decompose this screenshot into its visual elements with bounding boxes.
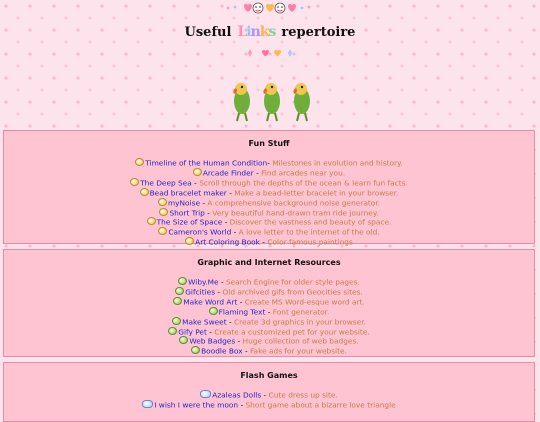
list-item: Short Trip - Very beautiful hand-drawn tram ride journey. [4, 208, 534, 218]
list-item: Art Coloring Book - Color famous paintings [4, 237, 534, 247]
list-item: myNoise - A comprehensive background noise generator. [4, 198, 534, 208]
link-description: Very beautiful hand-drawn tram ride journey. [209, 208, 379, 218]
link-description: Font generator. [270, 307, 330, 317]
link-gify-pet[interactable]: Gify Pet [178, 327, 207, 337]
bullet-icon [158, 227, 167, 235]
section-title: Fun Stuff [248, 139, 290, 148]
link-description: Find arcades near you. [258, 168, 346, 178]
list-item: Wiby.Me - Search Engine for older style pages. [4, 277, 534, 287]
section-flash-games [3, 362, 535, 422]
link-arcade-finder[interactable]: Arcade Finder [202, 168, 254, 178]
link-list [4, 277, 534, 356]
bullet-icon [135, 158, 144, 166]
section-title: Graphic and Internet Resources [197, 258, 341, 267]
bullet-icon [140, 188, 149, 196]
title-word-repertoire: repertoire [281, 25, 356, 40]
bullet-icon [159, 208, 168, 216]
section-graphic-internet-resources [3, 249, 535, 357]
title-word-useful: Useful [184, 25, 232, 40]
bullet-icon [168, 327, 177, 335]
link-description: A comprehensive background noise generator. [205, 198, 381, 208]
moon-bullet-icon [200, 390, 211, 398]
link-description: Milestones in evolution and history. [269, 158, 403, 168]
link-description: Create MS Word-esque word art. [242, 297, 365, 307]
link-mynoise[interactable]: myNoise [167, 198, 201, 208]
link-camerons-world[interactable]: Cameron's World [168, 227, 232, 237]
moon-bullet-icon [142, 400, 153, 408]
bullet-icon [173, 297, 182, 305]
bullet-icon [191, 346, 200, 354]
list-item: Web Badges - Huge collection of web badges. [4, 336, 534, 346]
link-description: Search Engine for older style pages. [223, 277, 360, 287]
bullet-icon [172, 317, 181, 325]
list-item: The Size of Space - Discover the vastness and beauty of space. [4, 217, 534, 227]
bullet-icon [158, 198, 167, 206]
link-list [4, 158, 534, 247]
bullet-icon [185, 237, 194, 245]
list-item: Boodle Box - Fake ads for your website. [4, 346, 534, 356]
link-description: Scroll through the depths of the ocean & learn fun facts. [196, 178, 408, 188]
link-description: A love letter to the internet of the old. [236, 227, 380, 237]
bullet-icon [179, 336, 188, 344]
list-item: Make Sweet - Create 3d graphics in your browser. [4, 317, 534, 327]
link-description: Short game about a bizarre love triangle [243, 400, 396, 410]
link-make-word-art[interactable]: Make Word Art [183, 297, 238, 307]
link-description: Fake ads for your website. [247, 346, 347, 356]
list-item: I wish I were the moon - Short game about a bizarre love triangle [4, 400, 534, 410]
bullet-icon [147, 217, 156, 225]
bullet-icon [175, 287, 184, 295]
bullet-icon [209, 307, 218, 315]
link-description: Cute dress up site. [266, 390, 338, 400]
sparkle-divider-icon [240, 48, 300, 58]
list-item: Arcade Finder - Find arcades near you. [4, 168, 534, 178]
section-fun-stuff [3, 130, 535, 247]
link-timeline-human-condition[interactable]: Timeline of the Human Condition [145, 158, 268, 168]
page-header [0, 0, 540, 125]
list-item: The Deep Sea - Scroll through the depths of the ocean & learn fun facts. [4, 178, 534, 188]
link-description: Make a bead-letter bracelet in your browser. [231, 188, 399, 198]
hearts-face-divider-icon [222, 2, 318, 14]
list-item: Flaming Text - Font generator. [4, 307, 534, 317]
list-item: Gifcities - Old archived gifs from Geocities sites. [4, 287, 534, 297]
link-i-wish-i-were-the-moon[interactable]: I wish I were the moon [154, 400, 239, 410]
links-logo: Links [237, 24, 276, 40]
link-short-trip[interactable]: Short Trip [169, 208, 205, 218]
parrots-image [226, 76, 318, 122]
link-description: Old archived gifs from Geocities sites. [220, 287, 363, 297]
link-list [4, 390, 534, 410]
link-size-of-space[interactable]: The Size of Space [156, 217, 223, 227]
parrot-icon [263, 83, 280, 121]
link-wiby-me[interactable]: Wiby.Me [188, 277, 219, 287]
page-title [0, 24, 540, 40]
link-deep-sea[interactable]: The Deep Sea [140, 178, 192, 188]
link-make-sweet[interactable]: Make Sweet [182, 317, 227, 327]
link-bead-bracelet-maker[interactable]: Bead bracelet maker [149, 188, 227, 198]
bullet-icon [130, 178, 139, 186]
list-item: Azaleas Dolls - Cute dress up site. [4, 390, 534, 400]
link-description: Color famous paintings [264, 237, 353, 247]
link-description: Discover the vastness and beauty of space. [227, 217, 392, 227]
link-azaleas-dolls[interactable]: Azaleas Dolls [212, 390, 262, 400]
section-title: Flash Games [240, 371, 298, 380]
link-web-badges[interactable]: Web Badges [189, 336, 236, 346]
bullet-icon [193, 168, 202, 176]
list-item: Timeline of the Human Condition- Milestones in evolution and history. [4, 158, 534, 168]
list-item: Bead bracelet maker - Make a bead-letter bracelet in your browser. [4, 188, 534, 198]
link-flaming-text[interactable]: Flaming Text [218, 307, 266, 317]
link-description: Create 3d graphics in your browser. [231, 317, 366, 327]
link-gifcities[interactable]: Gifcities [185, 287, 216, 297]
bullet-icon [178, 277, 187, 285]
list-item: Make Word Art - Create MS Word-esque word art. [4, 297, 534, 307]
link-boodle-box[interactable]: Boodle Box [201, 346, 243, 356]
link-art-coloring-book[interactable]: Art Coloring Book [195, 237, 260, 247]
link-description: Huge collection of web badges. [240, 336, 359, 346]
parrot-icon [233, 83, 250, 121]
list-item: Gify Pet - Create a customized pet for your website. [4, 327, 534, 337]
list-item: Cameron's World - A love letter to the internet of the old. [4, 227, 534, 237]
link-description: Create a customized pet for your website. [211, 327, 370, 337]
parrot-icon [293, 83, 310, 121]
